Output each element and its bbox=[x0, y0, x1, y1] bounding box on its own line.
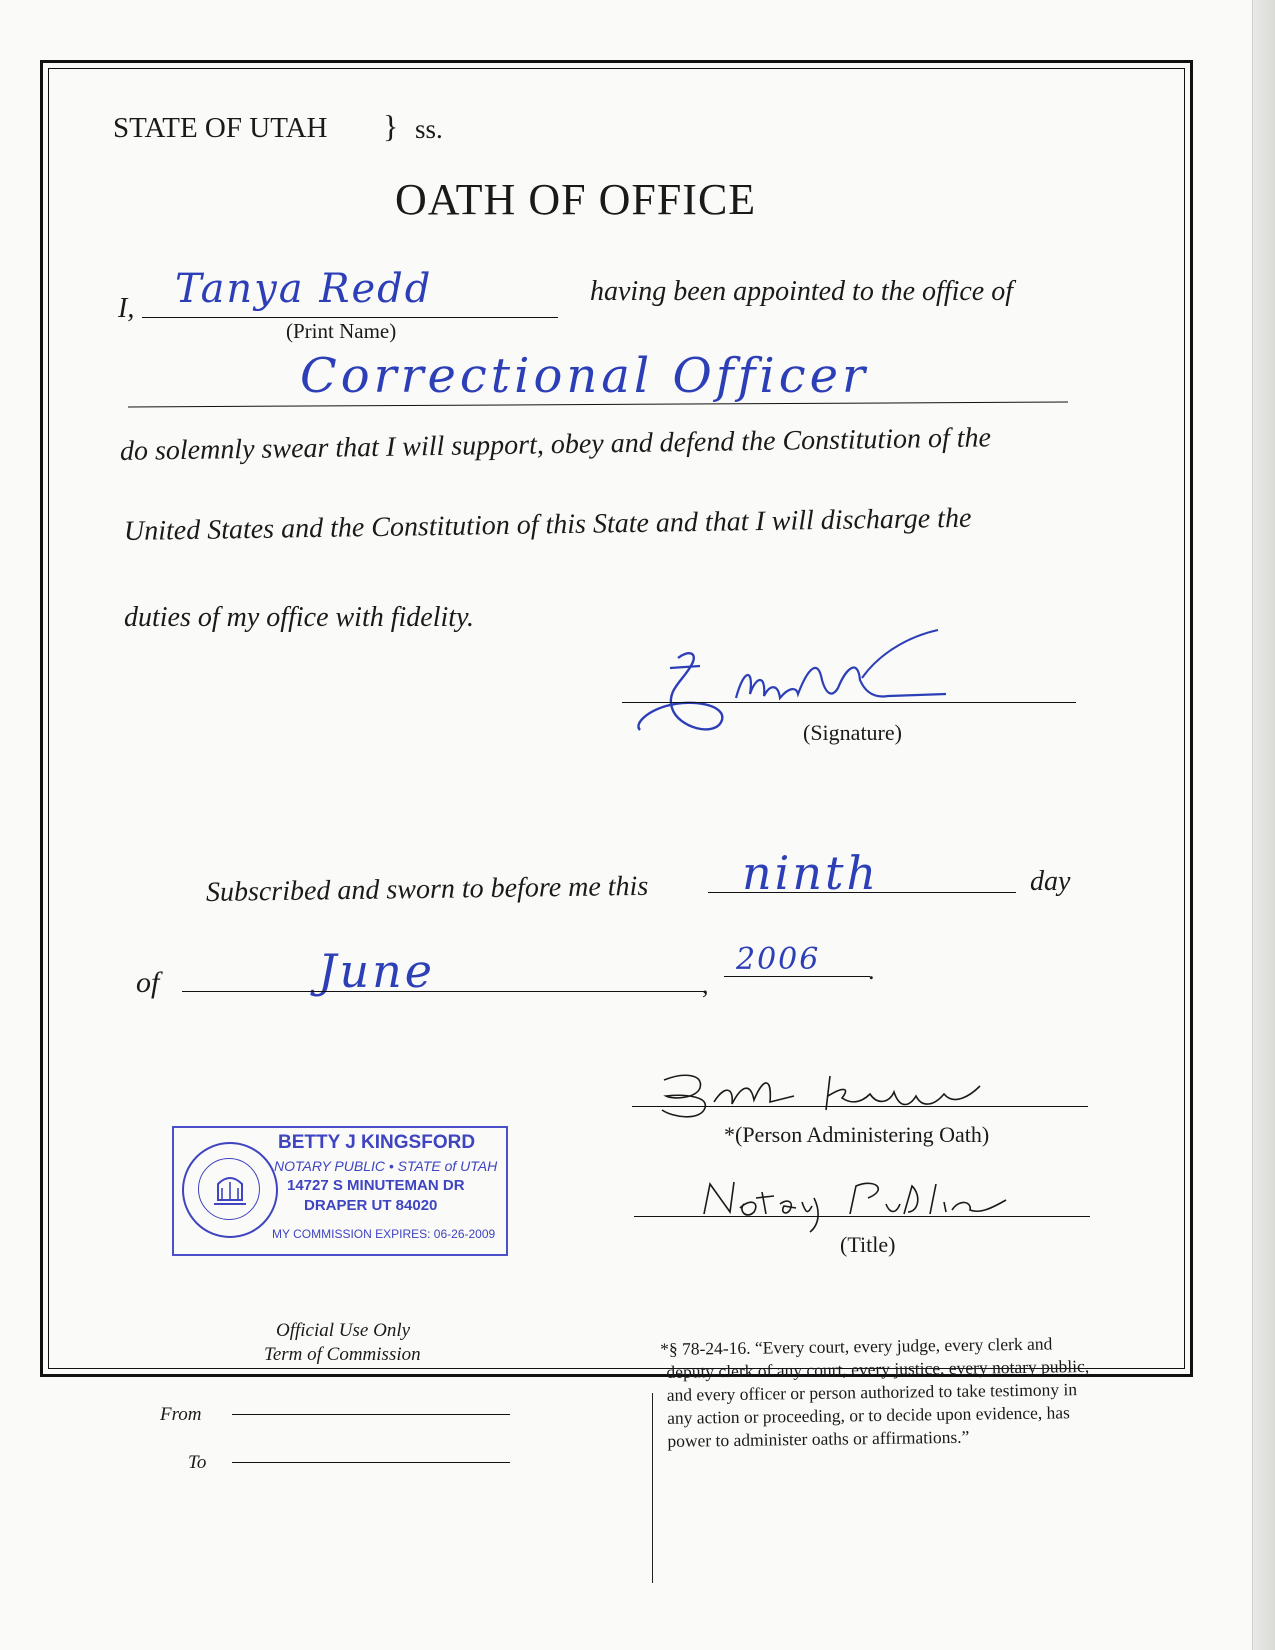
footnote-line4: any action or proceeding, or to decide upon evidence, has bbox=[666, 1402, 1071, 1428]
title-caption: (Title) bbox=[840, 1232, 896, 1257]
day-line bbox=[708, 892, 1016, 893]
name-line bbox=[142, 317, 558, 318]
venue-ss: ss. bbox=[415, 114, 443, 144]
month-value: June bbox=[318, 944, 435, 998]
venue-brace: } bbox=[383, 108, 399, 144]
notary-commission: MY COMMISSION EXPIRES: 06-26-2009 bbox=[272, 1227, 496, 1241]
appointed-text: having been appointed to the office of bbox=[590, 276, 1014, 307]
month-comma: , bbox=[702, 970, 709, 999]
term-heading: Term of Commission bbox=[264, 1344, 421, 1365]
oath-prefix: I, bbox=[118, 293, 135, 324]
page-title: OATH OF OFFICE bbox=[395, 175, 757, 224]
year-period: . bbox=[868, 956, 875, 985]
notary-title: NOTARY PUBLIC • STATE of UTAH bbox=[274, 1158, 498, 1174]
subscription-text: Subscribed and sworn to before me this bbox=[205, 870, 649, 908]
oath-body-line2: United States and the Constitution of this State and that I will discharge the bbox=[123, 502, 972, 547]
year-line bbox=[724, 976, 870, 977]
footnote-line3: and every officer or person authorized to take testimony in bbox=[666, 1379, 1078, 1405]
footer-divider bbox=[652, 1393, 653, 1583]
title-line bbox=[634, 1216, 1090, 1217]
signature-caption: (Signature) bbox=[803, 720, 902, 745]
administrator-signature bbox=[654, 1066, 994, 1126]
notary-address2: DRAPER UT 84020 bbox=[304, 1197, 438, 1214]
page-edge bbox=[1252, 0, 1275, 1650]
title-handwriting bbox=[690, 1174, 1030, 1234]
from-line bbox=[232, 1414, 510, 1415]
administrator-caption: *(Person Administering Oath) bbox=[724, 1122, 990, 1147]
footnote-line2: deputy clerk of any court, every justice, every notary public, bbox=[666, 1356, 1090, 1382]
name-caption: (Print Name) bbox=[286, 319, 397, 343]
footnote-line5: power to administer oaths or affirmations.” bbox=[667, 1426, 970, 1451]
day-value: ninth bbox=[742, 846, 880, 900]
footnote-line1: *§ 78-24-16. “Every court, every judge, every clerk and bbox=[660, 1333, 1053, 1359]
notary-name: BETTY J KINGSFORD bbox=[278, 1132, 476, 1153]
notary-stamp bbox=[172, 1126, 508, 1256]
state-seal-icon bbox=[182, 1142, 278, 1238]
year-value: 2006 bbox=[736, 942, 821, 977]
oath-body-line1: do solemnly swear that I will support, obey and defend the Constitution of the bbox=[119, 422, 992, 467]
footnote bbox=[660, 1332, 1090, 1453]
oath-body-line3: duties of my office with fidelity. bbox=[124, 602, 474, 633]
oath-signature bbox=[626, 628, 956, 748]
administrator-line bbox=[632, 1106, 1088, 1107]
office-value: Correctional Officer bbox=[300, 348, 869, 404]
from-label: From bbox=[160, 1404, 202, 1425]
to-line bbox=[232, 1462, 510, 1463]
name-value: Tanya Redd bbox=[175, 266, 433, 312]
of-word: of bbox=[136, 966, 160, 999]
signature-line bbox=[622, 702, 1076, 703]
month-line bbox=[182, 991, 704, 992]
official-use-heading: Official Use Only bbox=[276, 1320, 411, 1341]
venue-state: STATE OF UTAH bbox=[113, 112, 328, 144]
to-label: To bbox=[188, 1452, 207, 1473]
day-word: day bbox=[1030, 866, 1071, 897]
notary-address1: 14727 S MINUTEMAN DR bbox=[287, 1177, 465, 1194]
